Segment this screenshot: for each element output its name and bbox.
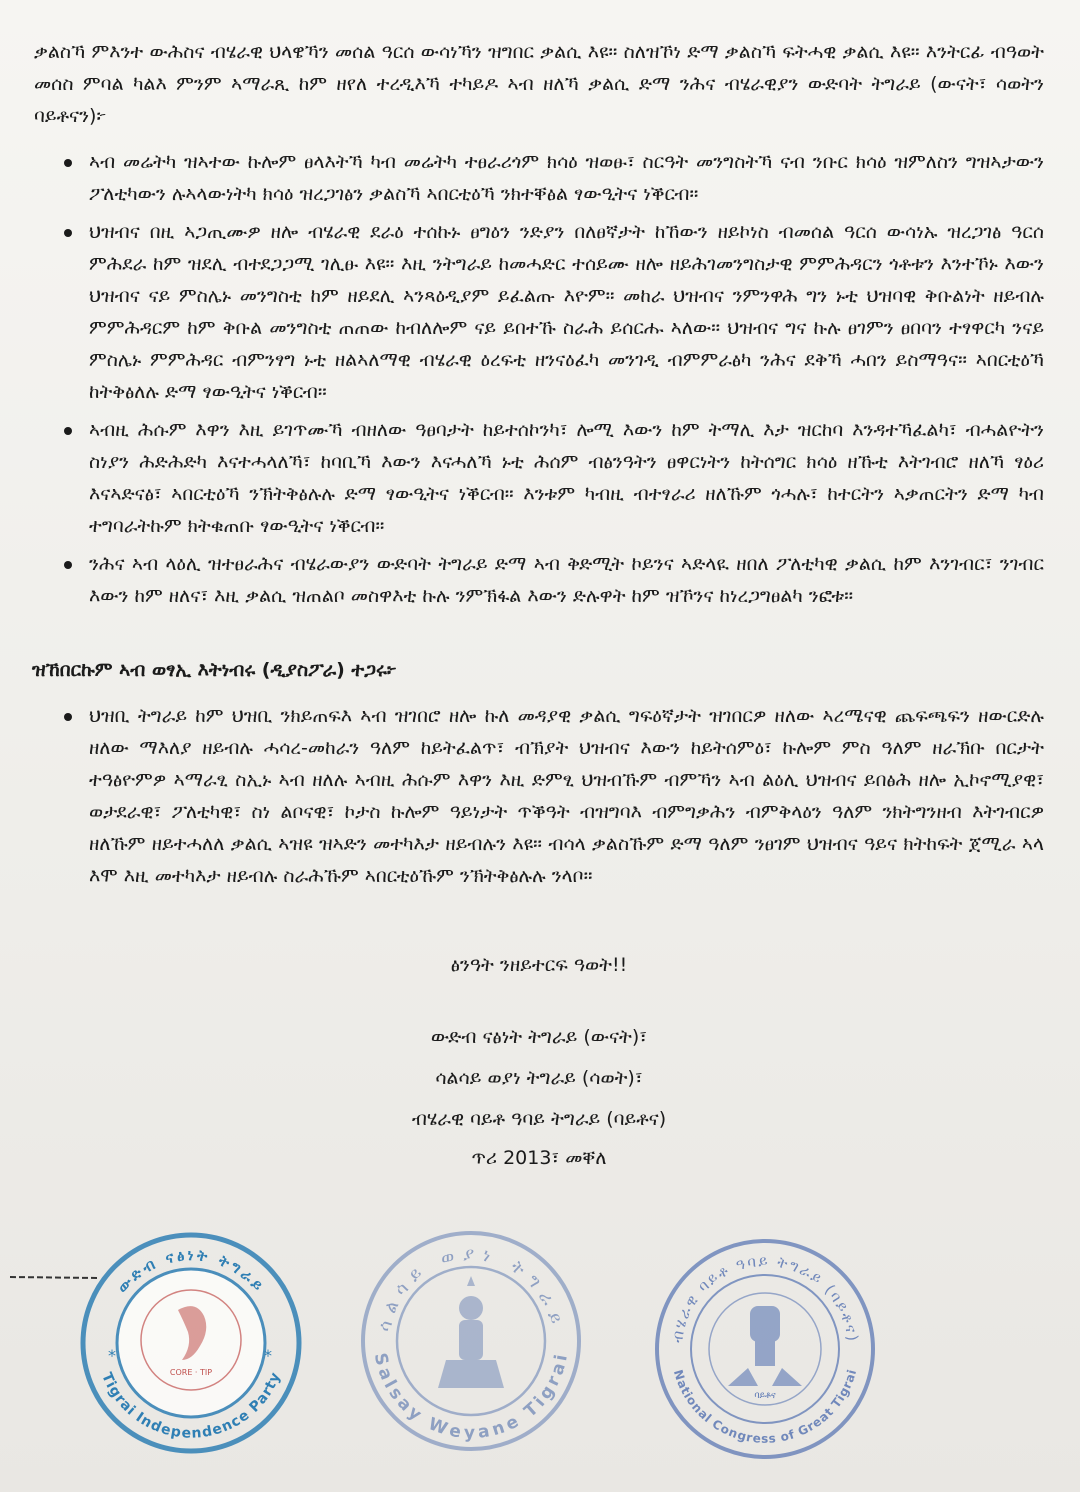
svg-text:*: * bbox=[108, 1346, 116, 1365]
svg-text:ባይቶና: ባይቶና bbox=[754, 1391, 776, 1401]
bullet-list-2 bbox=[34, 700, 1044, 892]
salsay-weyane-seal bbox=[358, 1228, 584, 1454]
signatory: ሳልሳይ ወያነ ትግራይ (ሳወት)፣ bbox=[435, 1067, 643, 1089]
tip-seal bbox=[78, 1230, 304, 1456]
bullet-icon bbox=[64, 427, 72, 435]
list-item: ህዝቢ ትግራይ ከም ህዝቢ ንክይጠፍእ ኣብ ዝገበሮ ዘሎ ኩለ መዳያዊ ቃልሲ ግፍዕኛታት ዝገበርዎ ዘለው ኣረሜናዊ ጨፍጫፍን ዘውርድሉ ዘለው ማእለያ ዘይብሉ ሓሳረ-መከራን ዓለም ከይትፈልጥ፣ ብኽያት ህዝብና እውን ከይትሰምዕ፣ ኩሎም ምስ ዓለም ዘራኽቡ በርታት ተዓፅዮምዎ ኣማራፂ ስኢኑ ኣብ ዘለሉ ኣብዚ ሕሱም እዋን እዚ ድምፂ ህዝብኹም ብምኻን ኣብ ልዕሊ ህዝብና ይበፅሕ ዘሎ ኢኮኖሚያዊ፣ ወታደራዊ፣ ፖለቲካዊ፣ ስነ ልቦናዊ፣ ኮታስ ኩሎም ዓይነታት ጥቕዓት ብዝግባእ ብምግቃሕን ብምቅላዕን ዓለም ንክትግንዘብ እትገብርዎ ዘለኹም ዘይተሓለለ ቃልሲ ኣዝዩ ዝኣድን መተካእታ ዘይብሉን እዩ። ብሳላ ቃልስኹም ድማ ዓለም ንፀገም ህዝብና ዓይና ክትከፍት ጀሚራ ኣላ እሞ እዚ መተካእታ ዘይብሉ ስራሕኹም ኣበርቲዕኹም ንኽትቅፅሉሉ ንላቦ። bbox=[34, 700, 1044, 892]
list-item: ህዝብና በዚ ኣጋጢሙዎ ዘሎ ብሄራዊ ደራዕ ተሰኩኑ ፀግዕን ንድያን በለፀኛታት ከኸውን ዘይኮነስ ብመሰል ዓርሰ ውሳነኡ ዝረጋገፅ ዓርሰ ምሕደራ ከም ዝደሊ ብተደጋጋሚ ገሊፁ እዩ። እዚ ንትግራይ ከመሓድር ተሰይሙ ዘሎ ዘይሕገመንግስታዊ ምምሕዳርን ጎቶቱን እንተኾኑ እውን ህዝብና ናይ ምስሌኑ መንግስቲ ከም ዘይደሊ ኣንጻዕዲያም ይፈልጡ እዮም። መከራ ህዝብና ንምንዋሕ ግን ኑቲ ህዝባዊ ቅቡልነት ዘይብሉ ምምሕዳርም ከም ቅቡል መንግስቲ ጠጠው ከብለሎም ናይ ይበተኹ ስራሕ ይሰርሑ ኣለው። ህዝብና ግና ኩሉ ፀገምን ፀበባን ተፃዋርካ ንናይ ምስሌኑ ምምሕዳር ብምንፃግ ኑቲ ዘልኣለማዊ ብሄራዊ ዕረፍቲ ዘንናዕፈካ መንገዲ ብምምራፅካ ንሕና ደቅኻ ሓበን ይስማዓና። ኣበርቲዕኻ ከትቅፅለሉ ድማ ፃውዒትና ነቕርብ። bbox=[34, 216, 1044, 408]
letter-body bbox=[34, 36, 1044, 1169]
baitona-seal bbox=[652, 1236, 878, 1462]
bullet-icon bbox=[64, 713, 72, 721]
list-item: ንሕና ኣብ ላዕሊ ዝተፀራሕና ብሄራውያን ውድባት ትግራይ ድማ ኣብ ቅድሚት ኮይንና ኣድላዪ ዘበለ ፖለቲካዊ ቃልሲ ከም እንገብር፣ ንገብር እውን ከም ዘለና፣ እዚ ቃልሲ ዝጠልቦ መስዋእቲ ኩሉ ንምኽፋል እውን ድሉዋት ከም ዝኾንና ከነረጋግፀልካ ንፎቱ። bbox=[34, 548, 1044, 612]
intro-paragraph: ቃልስኻ ምእንተ ውሕስና ብሄራዊ ህላዌኻን መሰል ዓርሰ ውሳነኻን ዝግበር ቃልሲ እዩ። ስለዝኾነ ድማ ቃልስኻ ፍትሓዊ ቃልሲ እዩ። እንትርፊ ብዓወት መሰስ ምባል ካልእ ምንም ኣማራጺ ከም ዘየለ ተረዲእኻ ተካይዶ ኣብ ዘለኻ ቃልሲ ድማ ንሕና ብሄራዊያን ውድባት ትግራይ (ውናት፣ ሳወትን ባይቶናን)፦ bbox=[34, 41, 1044, 127]
date-place: ጥሪ 2013፣ መቐለ bbox=[471, 1147, 607, 1169]
svg-text:ብሄራዊ ባይቶ ዓባይ ትግራይ (ባይቶና): ብሄራዊ ባይቶ ዓባይ ትግራይ (ባይቶና) bbox=[668, 1251, 862, 1344]
svg-text:National Congress of Great Tig: National Congress of Great Tigrai bbox=[670, 1368, 860, 1446]
list-item: ኣብዚ ሕሱም እዋን እዚ ይገጥሙኻ ብዘለው ዓፀባታት ከይተሰኮንካ፣ ሎሚ እውን ከም ትማሊ እታ ዝርከባ እንዳተኻፈልካ፣ ብሓልዮትን ስነያን ሕድሕድካ እናተሓላለኻ፣ ከባቢኻ እውን እናሓለኻ ኑቲ ሕሰም ብፅንዓትን ፀዋርነትን ከትሰግር ክሳዕ ዘኹቲ እትገብሮ ዘለኻ ፃዕሪ እናኣድናፅ፣ ኣበርቲዕኻ ንኽትቅፅሉሉ ድማ ፃውዒትና ነቕርብ። እንቱም ካብዚ ብተፃራሪ ዘለኹም ጎሓሉ፣ ከተርትን ኣቃጠርትን ድማ ካብ ተግባራትኩም ክትቁጠቡ ፃውዒትና ነቕርብ። bbox=[34, 414, 1044, 542]
signatories bbox=[34, 1021, 1044, 1135]
svg-text:*: * bbox=[264, 1346, 272, 1365]
signatory: ብሄራዊ ባይቶ ዓባይ ትግራይ (ባይቶና) bbox=[411, 1108, 667, 1130]
bullet-icon bbox=[64, 159, 72, 167]
closing-slogan: ፅንዓት ንዘይተርፍ ዓወት!! bbox=[450, 954, 628, 976]
svg-text:Salsay Weyane Tigrai: Salsay Weyane Tigrai bbox=[369, 1351, 573, 1444]
svg-text:Tigrai Independence Party: Tigrai Independence Party bbox=[98, 1370, 284, 1442]
list-item: ኣብ መሬትካ ዝኣተው ኩሎም ፀላእትኻ ካብ መሬትካ ተፀራሪጎም ክሳዕ ዝወፁ፣ ስርዓት መንግስትኻ ናብ ንቡር ክሳዕ ዝምለስን ግዝኣታውን ፖለቲካውን ሉኣላውነትካ ክሳዕ ዝረጋገፅን ቃልስኻ ኣበርቲዕኻ ንክተቐፅል ፃውዒትና ነቕርብ። bbox=[34, 146, 1044, 210]
svg-text:CORE · TIP: CORE · TIP bbox=[169, 1368, 213, 1377]
bullet-list-1 bbox=[34, 146, 1044, 612]
bullet-icon bbox=[64, 561, 72, 569]
svg-text:ሳልሳይ ወያነ ትግራይ: ሳልሳይ ወያነ ትግራይ bbox=[374, 1243, 568, 1334]
signatory: ውድብ ናፅነት ትግራይ (ውናት)፣ bbox=[430, 1026, 648, 1048]
bullet-icon bbox=[64, 229, 72, 237]
svg-text:ውድብ ናፅነት ትግራይ: ውድብ ናፅነት ትግራይ bbox=[113, 1245, 269, 1297]
section-heading: ዝኸበርኩም ኣብ ወፃኢ እትነብሩ (ዲያስፖራ) ተጋሩ፦ bbox=[32, 659, 397, 681]
